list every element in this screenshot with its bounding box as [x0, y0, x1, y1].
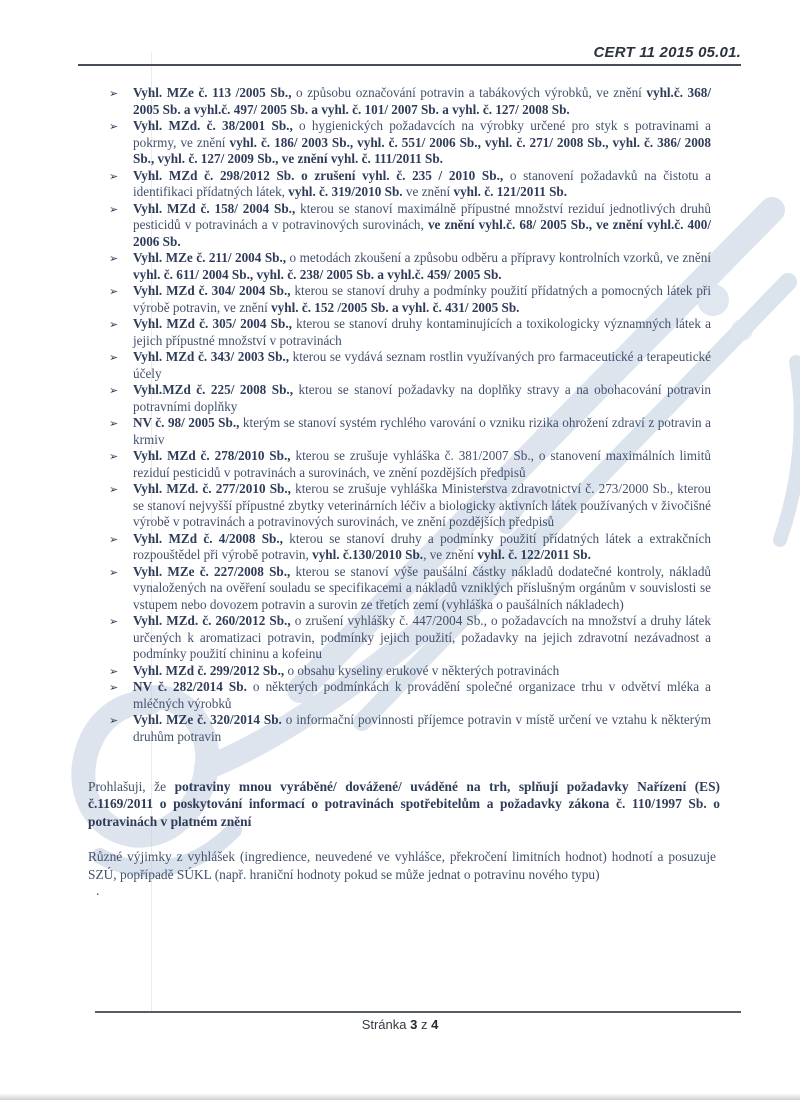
- declaration-paragraph: [88, 778, 720, 830]
- header-divider: [78, 64, 741, 66]
- text-segment: o hygienických požadavcích na výrobky určené pro styk s potravinami a pokrmy, ve znění: [133, 118, 711, 150]
- regulation-text: [133, 85, 711, 117]
- arrow-bullet-icon: ➢: [109, 87, 119, 100]
- text-segment: Vyhl. MZd. č. 38/2001 Sb.,: [133, 118, 293, 133]
- text-segment: Vyhl. MZd č. 343/ 2003 Sb.,: [133, 349, 290, 364]
- regulation-list: [88, 85, 720, 745]
- page-number: [0, 1017, 800, 1032]
- regulation-item: [88, 118, 720, 168]
- arrow-bullet-icon: ➢: [109, 714, 119, 727]
- regulation-text: [133, 118, 711, 166]
- text-segment: kterou se stanoví požadavky na doplňky stravy a na obohacování potravin potravními doplňky: [133, 382, 711, 414]
- text-segment: potraviny mnou vyráběné/ dovážené/ uváděné na trh, splňují požadavky Nařízení (ES) č.1169/2011 o poskytování informací o potravinách spotřebitelům a požadavky zákona č. 110/1997 Sb. o potravinách v platném znění: [88, 779, 720, 829]
- regulation-item: [88, 481, 720, 531]
- regulation-text: [133, 663, 559, 678]
- text-segment: Vyhl.MZd č. 225/ 2008 Sb.,: [133, 382, 294, 397]
- arrow-bullet-icon: ➢: [109, 450, 119, 463]
- text-segment: kterou se stanoví druhy kontaminujících a toxikologicky významných látek a jejich přípustné množství v potravinách: [133, 316, 711, 348]
- text-segment: Vyhl. MZe č. 320/2014 Sb.: [133, 712, 282, 727]
- text-segment: Vyhl. MZe č. 211/ 2004 Sb.,: [133, 250, 287, 265]
- text-segment: vyhl. č. 319/2010 Sb.: [288, 184, 403, 199]
- regulation-item: [88, 349, 720, 382]
- text-segment: ve znění vyhl.č. 68/ 2005 Sb., ve znění vyhl.č. 400/ 2006 Sb.: [133, 217, 711, 249]
- text-segment: z: [417, 1017, 432, 1032]
- scan-bottom-edge: [0, 1093, 800, 1100]
- text-segment: vyhl. č. 152 /2005 Sb. a vyhl. č. 431/ 2005 Sb.: [271, 299, 520, 315]
- text-segment: Vyhl. MZd. č. 277/2010 Sb.,: [133, 481, 291, 496]
- regulation-item: [88, 448, 720, 481]
- text-segment: Vyhl. MZd č. 4/2008 Sb.,: [133, 530, 283, 546]
- text-segment: o stanovení požadavků na čistotu a identifikaci přídatných látek,: [133, 167, 711, 199]
- text-segment: kterou se stanoví druhy a podmínky použití přídatných látek a extrakčních rozpouštědel při výrobě potravin,: [133, 530, 711, 562]
- regulation-item: [88, 283, 720, 316]
- arrow-bullet-icon: ➢: [109, 351, 119, 364]
- text-segment: Vyhl. MZe č. 113 /2005 Sb.,: [133, 85, 292, 100]
- arrow-bullet-icon: ➢: [109, 664, 119, 678]
- text-segment: 4: [431, 1017, 439, 1032]
- text-segment: Vyhl. MZd č. 278/2010 Sb.,: [133, 448, 291, 463]
- regulation-text: [133, 679, 711, 711]
- text-segment: ve znění: [402, 184, 454, 199]
- arrow-bullet-icon: ➢: [109, 120, 119, 133]
- regulation-text: [133, 316, 711, 348]
- arrow-bullet-icon: ➢: [109, 285, 119, 298]
- text-segment: o obsahu kyseliny erukové v některých potravinách: [284, 662, 560, 678]
- text-segment: vyhl. č. 122/2011 Sb.: [477, 547, 591, 562]
- regulation-text: [133, 448, 711, 480]
- text-segment: Vyhl. MZe č. 227/2008 Sb.,: [133, 563, 291, 579]
- footer-divider: [95, 1011, 741, 1013]
- regulation-text: [133, 481, 711, 529]
- regulation-text: [133, 382, 711, 414]
- text-segment: kterou se vydává seznam rostlin využívaných pro farmaceutické a terapeutické účely: [133, 349, 711, 381]
- arrow-bullet-icon: ➢: [109, 532, 119, 546]
- text-segment: o způsobu označování potravin a tabákových výrobků, ve znění: [291, 85, 647, 100]
- regulation-item: [88, 663, 720, 680]
- arrow-bullet-icon: ➢: [109, 417, 119, 430]
- text-segment: Stránka: [361, 1017, 411, 1032]
- text-segment: vyhl. č.130/2010 Sb.: [312, 547, 424, 562]
- text-segment: vyhl. č. 186/ 2003 Sb., vyhl. č. 551/ 2006 Sb., vyhl. č. 271/ 2008 Sb., vyhl. č. 386/ 2008 Sb., vyhl. č. 127/ 2009 Sb., ve znění vyhl. č. 111/2011 Sb.: [133, 134, 711, 166]
- text-segment: Vyhl. MZd č. 305/ 2004 Sb.,: [133, 316, 292, 331]
- text-segment: o některých podmínkách k provádění společné organizace trhu v odvětví mléka a mléčných výrobků: [133, 679, 711, 711]
- regulation-text: [133, 613, 711, 661]
- regulation-text: [133, 712, 711, 744]
- text-segment: o metodách zkoušení a způsobu odběru a přípravy kontrolních vzorků, ve znění: [286, 250, 711, 265]
- regulation-item: [88, 415, 720, 448]
- arrow-bullet-icon: ➢: [109, 384, 119, 397]
- text-segment: o zrušení vyhlášky č. 447/2004 Sb., o požadavcích na množství a druhy látek určených k aromatizaci potravin, podmínky jejich použití, požadavky na jejich zdravotní nezávadnost a podmínky použití chininu a kofeinu: [133, 613, 712, 661]
- regulation-item: [88, 168, 720, 201]
- regulation-item: [88, 316, 720, 349]
- stray-period: .: [96, 883, 100, 899]
- text-segment: Vyhl. MZd č. 158/ 2004 Sb.,: [133, 200, 296, 216]
- text-segment: , ve znění: [423, 547, 478, 562]
- arrow-bullet-icon: ➢: [109, 318, 119, 331]
- text-segment: kterým se stanoví systém rychlého varování o vzniku rizika ohrožení zdraví z potravin a krmiv: [133, 415, 711, 447]
- regulation-item: [88, 382, 720, 415]
- arrow-bullet-icon: ➢: [109, 252, 119, 265]
- document-body: [88, 85, 720, 898]
- text-segment: o informační povinnosti příjemce potravin v místě určení ve vztahu k některým druhům potravin: [133, 712, 711, 744]
- regulation-item: [88, 85, 720, 118]
- text-segment: kterou se zrušuje vyhláška Ministerstva zdravotnictví č. 273/2000 Sb., kterou se stanoví nejvyšší přípustné zbytky veterinárních léčiv a biologicky aktivních látek používaných v živočišné výrobě v potravinách a potravinových surovinách, ve znění pozdějších předpisů: [133, 481, 711, 529]
- regulation-text: [133, 168, 711, 200]
- text-segment: vyhl.č. 368/ 2005 Sb. a vyhl.č. 497/ 2005 Sb. a vyhl. č. 101/ 2007 Sb. a vyhl. č. 127/ 2008 Sb.: [133, 85, 711, 117]
- text-segment: Prohlašuji, že: [88, 779, 175, 794]
- arrow-bullet-icon: ➢: [109, 615, 119, 628]
- arrow-bullet-icon: ➢: [109, 202, 119, 216]
- arrow-bullet-icon: ➢: [109, 169, 119, 183]
- arrow-bullet-icon: ➢: [109, 483, 119, 496]
- text-segment: Vyhl. MZd č. 304/ 2004 Sb.,: [133, 283, 291, 298]
- regulation-text: [133, 564, 711, 612]
- text-segment: kterou se stanoví druhy a podmínky použití přídatných a pomocných látek při výrobě potravin, ve znění: [133, 283, 711, 315]
- text-segment: kterou se zrušuje vyhláška č. 381/2007 Sb., o stanovení maximálních limitů reziduí pesticidů v potravinách a surovinách, ve znění pozdějších předpisů: [133, 448, 711, 480]
- exceptions-paragraph: Různé výjimky z vyhlášek (ingredience, neuvedené ve vyhlášce, překročení limitních hodnot) hodnotí a posuzuje SZÚ, popřípadě SÚKL (např. hraniční hodnoty pokud se může jednat o potravinu nového typu): [88, 849, 716, 882]
- text-segment: 3: [410, 1017, 418, 1032]
- text-segment: vyhl. č. 611/ 2004 Sb., vyhl. č. 238/ 2005 Sb. a vyhl.č. 459/ 2005 Sb.: [133, 266, 502, 282]
- text-segment: NV č. 98/ 2005 Sb.,: [133, 415, 240, 430]
- regulation-text: [133, 349, 711, 381]
- text-segment: Vyhl. MZd. č. 260/2012 Sb.,: [133, 613, 291, 628]
- text-segment: Vyhl. MZd č. 298/2012 Sb. o zrušení vyhl. č. 235 / 2010 Sb.,: [133, 167, 504, 183]
- regulation-item: [88, 712, 720, 745]
- regulation-item: [88, 250, 720, 283]
- regulation-text: [133, 250, 711, 282]
- regulation-item: [88, 613, 720, 663]
- document-code: CERT 11 2015 05.01.: [593, 44, 741, 61]
- arrow-bullet-icon: ➢: [109, 681, 119, 694]
- regulation-item: [88, 679, 720, 712]
- text-segment: Vyhl. MZd č. 299/2012 Sb.,: [133, 662, 285, 678]
- regulation-item: [88, 564, 720, 614]
- text-segment: NV č. 282/2014 Sb.: [133, 679, 247, 694]
- regulation-text: [133, 415, 711, 447]
- regulation-text: [133, 531, 711, 563]
- regulation-text: [133, 283, 711, 315]
- regulation-item: [88, 201, 720, 251]
- regulation-item: [88, 531, 720, 564]
- text-segment: kterou se stanoví maximálně přípustné množství reziduí jednotlivých druhů pesticidů v potravinách a v potravinových surovinách,: [133, 200, 711, 232]
- regulation-text: [133, 201, 711, 249]
- text-segment: kterou se stanoví výše paušální částky nákladů dodatečné kontroly, nákladů vynaložených na ověření souladu se specifikacemi a nákladů vzniklých příslušným orgánům v souvislosti se vstupem nebo dovozem potravin a surovin ze třetích zemí (vyhláška o paušálních nákladech): [133, 563, 712, 612]
- arrow-bullet-icon: ➢: [109, 565, 119, 579]
- text-segment: vyhl. č. 121/2011 Sb.: [453, 184, 568, 199]
